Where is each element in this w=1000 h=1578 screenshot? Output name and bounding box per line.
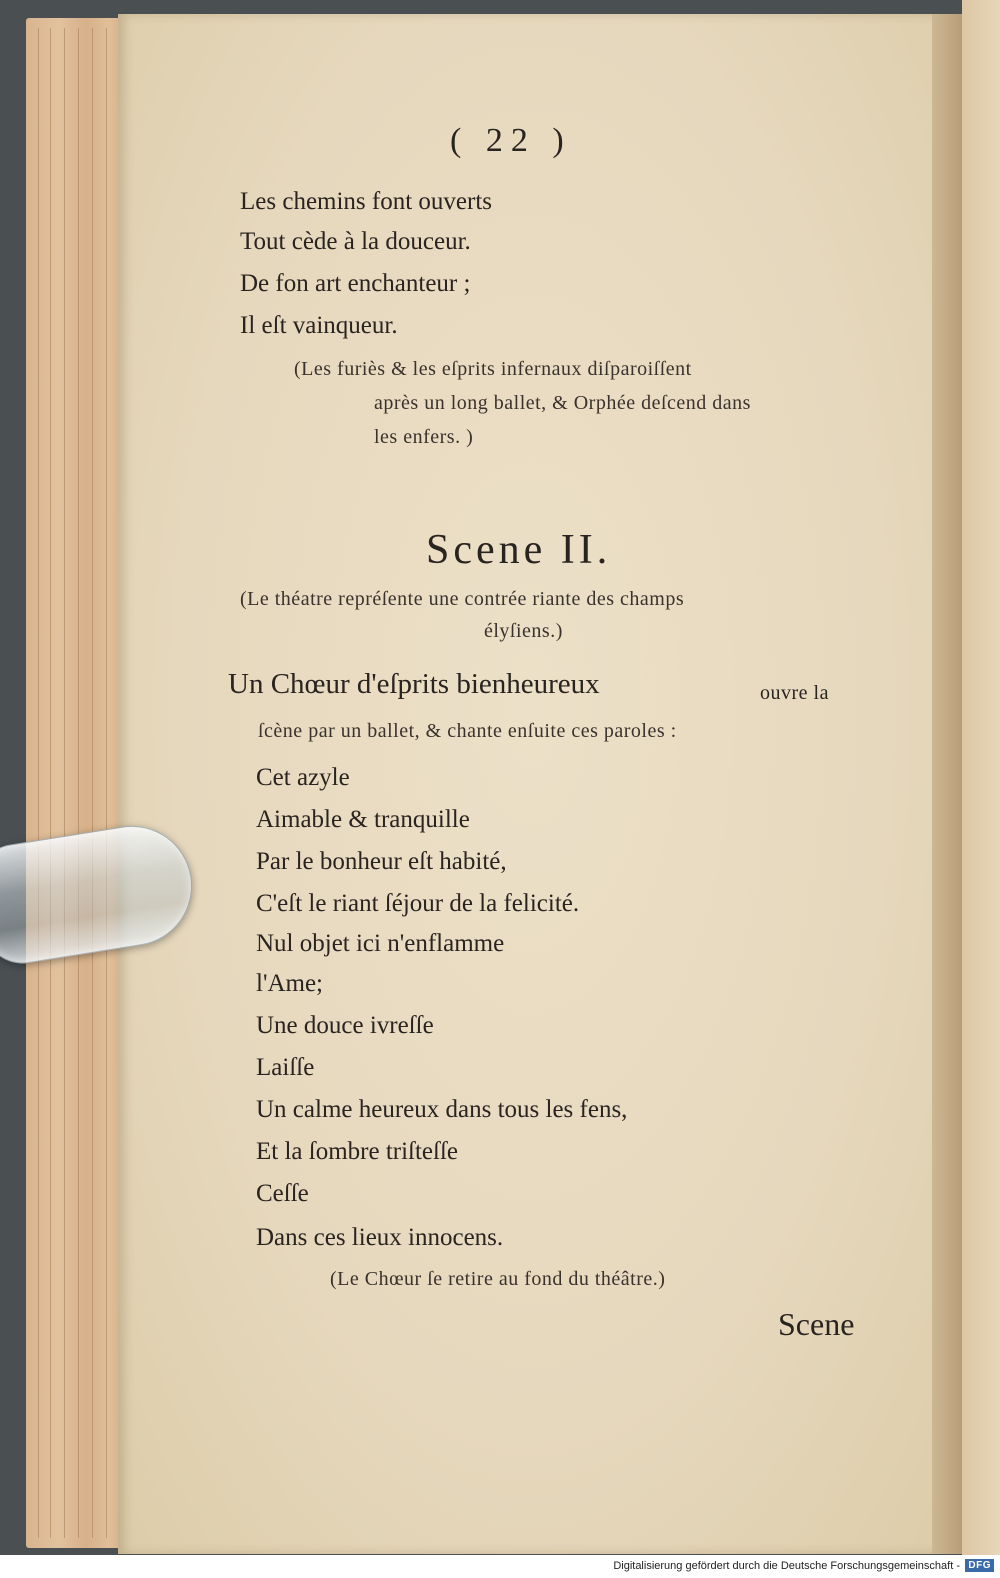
verse-line: Et la ſombre triſteſſe — [256, 1138, 459, 1165]
verse-line: Il eſt vainqueur. — [240, 312, 398, 339]
verse-line: Aimable & tranquille — [256, 806, 470, 833]
verse-line: De fon art enchanteur ; — [240, 270, 471, 297]
verse-line: Dans ces lieux innocens. — [256, 1224, 504, 1251]
catchword: Scene — [778, 1306, 855, 1342]
verse-line: Tout cède à la douceur. — [240, 228, 471, 255]
page-gutter — [932, 14, 962, 1554]
stage-direction-line: après un long ballet, & Orphée deſcend dans — [374, 392, 751, 414]
verse-line: l'Ame; — [256, 970, 323, 997]
verse-line: Cet azyle — [256, 764, 350, 791]
stage-direction-line: (Les furiès & les eſprits infernaux diſparoiſſent — [294, 358, 692, 380]
page-number: ( 22 ) — [450, 122, 572, 159]
stage-direction-line: (Le Chœur ſe retire au fond du théâtre.) — [330, 1268, 666, 1290]
stage-direction-line: les enfers. ) — [374, 426, 474, 448]
verse-line: C'eſt le riant ſéjour de la felicité. — [256, 890, 580, 917]
scene-title: Scene II. — [426, 527, 612, 573]
verse-line: Les chemins font ouverts — [240, 188, 493, 215]
dfg-logo: DFG — [965, 1559, 994, 1572]
verse-line: Une douce ivreſſe — [256, 1012, 434, 1039]
stage-direction-line: (Le théatre repréſente une contrée riante des champs — [240, 588, 685, 610]
verse-line: Ceſſe — [256, 1180, 309, 1207]
choir-intro-line: ſcène par un ballet, & chante enſuite ces paroles : — [258, 720, 677, 742]
stage-direction-line: élyſiens.) — [484, 620, 563, 642]
verse-line: Nul objet ici n'enflamme — [256, 930, 505, 957]
verse-line: Un calme heureux dans tous les fens, — [256, 1096, 628, 1123]
verse-line: Laiſſe — [256, 1054, 315, 1081]
choir-heading-rest: ouvre la — [760, 682, 829, 704]
choir-heading: Un Chœur d'eſprits bienheureux — [228, 668, 600, 700]
verse-line: Par le bonheur eſt habité, — [256, 848, 507, 875]
footer-credit: Digitalisierung gefördert durch die Deutsche Forschungsgemeinschaft - — [613, 1560, 960, 1572]
facing-page-edge — [962, 0, 1000, 1555]
